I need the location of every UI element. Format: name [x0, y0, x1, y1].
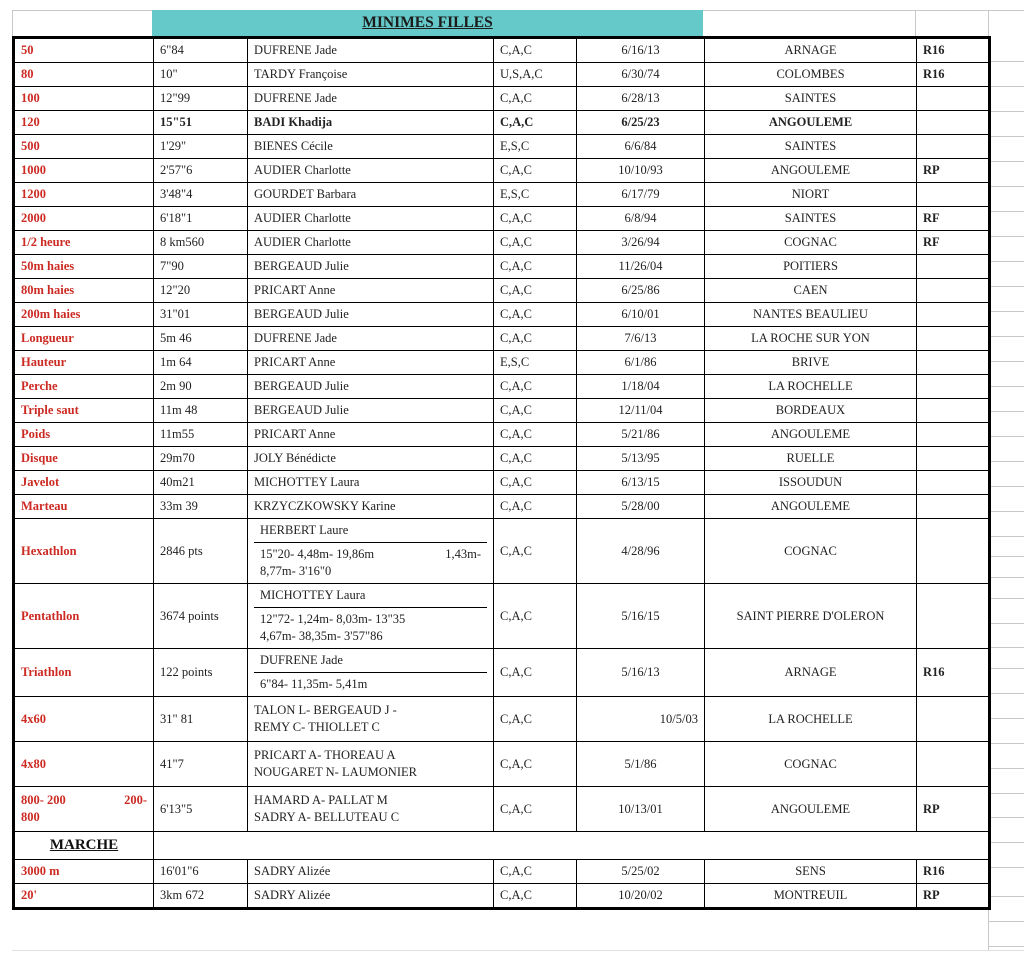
event-cell[interactable]: 20'	[14, 884, 154, 909]
grid-line	[988, 386, 1024, 387]
grid-line	[988, 896, 1024, 897]
grid-line	[988, 817, 1024, 818]
grid-line	[988, 668, 1024, 669]
event-label: 200-	[124, 793, 147, 807]
grid-line	[988, 86, 1024, 87]
event-details	[254, 543, 487, 583]
note-cell[interactable]	[917, 447, 990, 471]
empty-cell[interactable]	[154, 832, 990, 860]
athlete-cell[interactable]	[248, 584, 494, 649]
club-cell[interactable]: C,A,C	[494, 742, 577, 787]
note-cell[interactable]	[917, 742, 990, 787]
performance-cell[interactable]: 31" 81	[154, 697, 248, 742]
relay-row	[14, 742, 990, 787]
record-row	[14, 399, 990, 423]
team-cell[interactable]	[248, 697, 494, 742]
club-cell[interactable]: C,A,C	[494, 159, 577, 183]
athlete-cell[interactable]: BERGEAUD Julie	[248, 375, 494, 399]
place-cell[interactable]: NIORT	[705, 183, 917, 207]
record-row	[14, 63, 990, 87]
note-cell[interactable]	[917, 135, 990, 159]
club-cell[interactable]: E,S,C	[494, 135, 577, 159]
athlete-cell[interactable]: BADI Khadija	[248, 111, 494, 135]
grid-line	[988, 211, 1024, 212]
event-cell[interactable]: 500	[14, 135, 154, 159]
detail-text: 4,67m- 38,35m- 3'57"86	[260, 629, 383, 643]
performance-cell[interactable]: 12"99	[154, 87, 248, 111]
date-cell[interactable]: 3/26/94	[577, 231, 705, 255]
combined-event-row	[14, 519, 990, 584]
place-cell[interactable]: LA ROCHELLE	[705, 697, 917, 742]
club-cell[interactable]: C,A,C	[494, 787, 577, 832]
note-cell[interactable]	[917, 495, 990, 519]
performance-cell[interactable]: 2846 pts	[154, 519, 248, 584]
performance-cell[interactable]: 12"20	[154, 279, 248, 303]
note-cell[interactable]	[917, 519, 990, 584]
section-header	[152, 10, 703, 36]
place-cell[interactable]: COLOMBES	[705, 63, 917, 87]
record-row	[14, 231, 990, 255]
performance-cell[interactable]: 2'57"6	[154, 159, 248, 183]
event-cell[interactable]: 4x80	[14, 742, 154, 787]
marche-record-row	[14, 884, 990, 909]
marche-record-row	[14, 860, 990, 884]
place-cell[interactable]: ANGOULEME	[705, 111, 917, 135]
record-row	[14, 111, 990, 135]
marche-title: MARCHE	[14, 832, 154, 860]
place-cell[interactable]: SENS	[705, 860, 917, 884]
athlete-cell[interactable]: JOLY Bénédicte	[248, 447, 494, 471]
place-cell[interactable]: ANGOULEME	[705, 159, 917, 183]
place-cell[interactable]: ANGOULEME	[705, 423, 917, 447]
performance-cell[interactable]: 31"01	[154, 303, 248, 327]
record-row	[14, 135, 990, 159]
note-cell[interactable]: RP	[917, 884, 990, 909]
note-cell[interactable]	[917, 87, 990, 111]
grid-line	[988, 311, 1024, 312]
note-cell[interactable]	[917, 183, 990, 207]
place-cell[interactable]: RUELLE	[705, 447, 917, 471]
note-cell[interactable]	[917, 423, 990, 447]
date-cell[interactable]: 5/16/13	[577, 649, 705, 697]
athlete-cell[interactable]: SADRY Alizée	[248, 884, 494, 909]
date-cell[interactable]: 6/30/74	[577, 63, 705, 87]
note-cell[interactable]	[917, 399, 990, 423]
grid-line	[988, 186, 1024, 187]
event-cell[interactable]: 200m haies	[14, 303, 154, 327]
athlete-cell[interactable]: TARDY Françoise	[248, 63, 494, 87]
performance-cell[interactable]: 40m21	[154, 471, 248, 495]
grid-line	[988, 693, 1024, 694]
athlete-cell[interactable]: AUDIER Charlotte	[248, 159, 494, 183]
athlete-cell[interactable]	[248, 519, 494, 584]
detail-text: 8,77m- 3'16"0	[260, 564, 332, 578]
note-cell[interactable]: RP	[917, 787, 990, 832]
athlete-cell[interactable]: KRZYCZKOWSKY Karine	[248, 495, 494, 519]
club-cell[interactable]: E,S,C	[494, 351, 577, 375]
record-row	[14, 38, 990, 63]
record-row	[14, 207, 990, 231]
grid-line	[988, 261, 1024, 262]
athlete-cell[interactable]: BERGEAUD Julie	[248, 399, 494, 423]
note-cell[interactable]: R16	[917, 38, 990, 63]
grid-line	[988, 136, 1024, 137]
detail-text: 6"84- 11,35m- 5,41m	[260, 677, 368, 691]
grid-line	[988, 647, 1024, 648]
detail-text: 12"72- 1,24m- 8,03m- 13"35	[260, 612, 406, 626]
club-cell[interactable]: E,S,C	[494, 183, 577, 207]
section-title: MINIMES FILLES	[362, 14, 493, 31]
grid-line	[988, 718, 1024, 719]
grid-line	[915, 10, 916, 36]
date-cell[interactable]: 11/26/04	[577, 255, 705, 279]
performance-cell[interactable]: 3674 points	[154, 584, 248, 649]
record-row	[14, 183, 990, 207]
club-cell[interactable]: C,A,C	[494, 279, 577, 303]
athlete-cell[interactable]: BIENES Cécile	[248, 135, 494, 159]
team-members: SADRY A- BELLUTEAU C	[254, 810, 400, 824]
place-cell[interactable]: CAEN	[705, 279, 917, 303]
event-cell[interactable]: 2000	[14, 207, 154, 231]
club-cell[interactable]: C,A,C	[494, 649, 577, 697]
athlete-cell[interactable]: PRICART Anne	[248, 351, 494, 375]
team-members: NOUGARET N- LAUMONIER	[254, 765, 417, 779]
grid-line	[988, 577, 1024, 578]
date-cell[interactable]: 6/16/13	[577, 38, 705, 63]
performance-cell[interactable]: 16'01"6	[154, 860, 248, 884]
records-table	[12, 36, 991, 910]
place-cell[interactable]: ARNAGE	[705, 38, 917, 63]
event-label: 800	[21, 810, 40, 824]
date-cell[interactable]: 1/18/04	[577, 375, 705, 399]
event-cell[interactable]: 1/2 heure	[14, 231, 154, 255]
club-cell[interactable]: C,A,C	[494, 495, 577, 519]
performance-cell[interactable]: 1'29"	[154, 135, 248, 159]
note-cell[interactable]	[917, 471, 990, 495]
team-members: TALON L- BERGEAUD J -	[254, 703, 397, 717]
place-cell[interactable]: ISSOUDUN	[705, 471, 917, 495]
place-cell[interactable]: LA ROCHE SUR YON	[705, 327, 917, 351]
performance-cell[interactable]: 6'13"5	[154, 787, 248, 832]
grid-line	[988, 842, 1024, 843]
event-cell[interactable]: 3000 m	[14, 860, 154, 884]
club-cell[interactable]: C,A,C	[494, 375, 577, 399]
team-members: REMY C- THIOLLET C	[254, 720, 380, 734]
performance-cell[interactable]: 2m 90	[154, 375, 248, 399]
date-cell[interactable]: 10/5/03	[577, 697, 705, 742]
place-cell[interactable]: ANGOULEME	[705, 495, 917, 519]
date-cell[interactable]: 5/25/02	[577, 860, 705, 884]
athlete-name: MICHOTTEY Laura	[254, 584, 487, 608]
grid-line	[988, 921, 1024, 922]
event-cell[interactable]: 80m haies	[14, 279, 154, 303]
event-cell[interactable]: Disque	[14, 447, 154, 471]
grid-line	[988, 361, 1024, 362]
club-cell[interactable]: C,A,C	[494, 327, 577, 351]
date-cell[interactable]: 12/11/04	[577, 399, 705, 423]
club-cell[interactable]: U,S,A,C	[494, 63, 577, 87]
club-cell[interactable]: C,A,C	[494, 423, 577, 447]
athlete-name: DUFRENE Jade	[254, 649, 487, 673]
grid-line	[988, 946, 1024, 947]
place-cell[interactable]: SAINTES	[705, 87, 917, 111]
grid-line	[988, 793, 1024, 794]
note-cell[interactable]	[917, 697, 990, 742]
record-row	[14, 447, 990, 471]
date-cell[interactable]: 6/10/01	[577, 303, 705, 327]
performance-cell[interactable]: 6'18"1	[154, 207, 248, 231]
athlete-cell[interactable]: DUFRENE Jade	[248, 327, 494, 351]
event-cell[interactable]: 120	[14, 111, 154, 135]
event-cell[interactable]: Poids	[14, 423, 154, 447]
date-cell[interactable]: 6/25/86	[577, 279, 705, 303]
event-label: 800- 200	[21, 793, 66, 807]
note-cell[interactable]	[917, 327, 990, 351]
event-cell[interactable]: Javelot	[14, 471, 154, 495]
club-cell[interactable]: C,A,C	[494, 884, 577, 909]
performance-cell[interactable]: 41"7	[154, 742, 248, 787]
event-cell[interactable]: Pentathlon	[14, 584, 154, 649]
date-cell[interactable]: 10/13/01	[577, 787, 705, 832]
place-cell[interactable]: COGNAC	[705, 519, 917, 584]
date-cell[interactable]: 6/1/86	[577, 351, 705, 375]
date-cell[interactable]: 7/6/13	[577, 327, 705, 351]
note-cell[interactable]	[917, 111, 990, 135]
event-cell[interactable]: Marteau	[14, 495, 154, 519]
note-cell[interactable]: R16	[917, 649, 990, 697]
event-cell[interactable]: 50m haies	[14, 255, 154, 279]
place-cell[interactable]: BORDEAUX	[705, 399, 917, 423]
record-row	[14, 87, 990, 111]
place-cell[interactable]: MONTREUIL	[705, 884, 917, 909]
grid-line	[988, 768, 1024, 769]
record-row	[14, 351, 990, 375]
place-cell[interactable]: NANTES BEAULIEU	[705, 303, 917, 327]
combined-event-row	[14, 584, 990, 649]
performance-cell[interactable]: 15"51	[154, 111, 248, 135]
event-details	[254, 608, 487, 648]
date-cell[interactable]: 5/13/95	[577, 447, 705, 471]
club-cell[interactable]: C,A,C	[494, 399, 577, 423]
event-cell[interactable]: 80	[14, 63, 154, 87]
place-cell[interactable]: ANGOULEME	[705, 787, 917, 832]
club-cell[interactable]: C,A,C	[494, 255, 577, 279]
performance-cell[interactable]: 10"	[154, 63, 248, 87]
grid-line	[988, 536, 1024, 537]
grid-line	[988, 556, 1024, 557]
club-cell[interactable]: C,A,C	[494, 519, 577, 584]
date-cell[interactable]: 6/28/13	[577, 87, 705, 111]
record-row	[14, 423, 990, 447]
performance-cell[interactable]: 1m 64	[154, 351, 248, 375]
note-cell[interactable]	[917, 375, 990, 399]
athlete-cell[interactable]: AUDIER Charlotte	[248, 207, 494, 231]
performance-cell[interactable]: 3km 672	[154, 884, 248, 909]
place-cell[interactable]: BRIVE	[705, 351, 917, 375]
club-cell[interactable]: C,A,C	[494, 697, 577, 742]
note-cell[interactable]: RF	[917, 231, 990, 255]
team-cell[interactable]	[248, 787, 494, 832]
date-cell[interactable]: 10/10/93	[577, 159, 705, 183]
record-row	[14, 471, 990, 495]
performance-cell[interactable]: 11m55	[154, 423, 248, 447]
note-cell[interactable]: RP	[917, 159, 990, 183]
note-cell[interactable]: R16	[917, 860, 990, 884]
place-cell[interactable]: LA ROCHELLE	[705, 375, 917, 399]
record-row	[14, 495, 990, 519]
event-cell[interactable]: Perche	[14, 375, 154, 399]
club-cell[interactable]: C,A,C	[494, 87, 577, 111]
note-cell[interactable]: RF	[917, 207, 990, 231]
grid-line	[988, 161, 1024, 162]
record-row	[14, 327, 990, 351]
performance-cell[interactable]: 5m 46	[154, 327, 248, 351]
performance-cell[interactable]: 8 km560	[154, 231, 248, 255]
date-cell[interactable]: 6/25/23	[577, 111, 705, 135]
grid-line	[988, 511, 1024, 512]
event-cell[interactable]: Triple saut	[14, 399, 154, 423]
event-cell[interactable]: Hexathlon	[14, 519, 154, 584]
club-cell[interactable]: C,A,C	[494, 231, 577, 255]
grid-line	[988, 598, 1024, 599]
place-cell[interactable]: COGNAC	[705, 742, 917, 787]
record-row	[14, 303, 990, 327]
club-cell[interactable]: C,A,C	[494, 111, 577, 135]
grid-line	[12, 10, 13, 36]
performance-cell[interactable]: 122 points	[154, 649, 248, 697]
event-cell[interactable]: 1000	[14, 159, 154, 183]
grid-line	[988, 236, 1024, 237]
date-cell[interactable]: 10/20/02	[577, 884, 705, 909]
performance-cell[interactable]: 7"90	[154, 255, 248, 279]
athlete-cell[interactable]: DUFRENE Jade	[248, 87, 494, 111]
grid-line	[988, 111, 1024, 112]
date-cell[interactable]: 5/28/00	[577, 495, 705, 519]
place-cell[interactable]: SAINTES	[705, 207, 917, 231]
grid-line	[988, 743, 1024, 744]
date-cell[interactable]: 6/8/94	[577, 207, 705, 231]
place-cell[interactable]: ARNAGE	[705, 649, 917, 697]
relay-row	[14, 697, 990, 742]
club-cell[interactable]: C,A,C	[494, 303, 577, 327]
event-cell[interactable]: 4x60	[14, 697, 154, 742]
club-cell[interactable]: C,A,C	[494, 38, 577, 63]
detail-text: 15"20- 4,48m- 19,86m	[260, 547, 375, 561]
date-cell[interactable]: 5/16/15	[577, 584, 705, 649]
grid-line	[988, 411, 1024, 412]
detail-text: 1,43m-	[445, 547, 481, 561]
event-details	[254, 673, 487, 696]
note-cell[interactable]: R16	[917, 63, 990, 87]
athlete-cell[interactable]: PRICART Anne	[248, 279, 494, 303]
athlete-cell[interactable]: BERGEAUD Julie	[248, 255, 494, 279]
athlete-name: HERBERT Laure	[254, 519, 487, 543]
record-row	[14, 375, 990, 399]
grid-line	[988, 436, 1024, 437]
note-cell[interactable]	[917, 303, 990, 327]
marche-header-row	[14, 832, 990, 860]
place-cell[interactable]: POITIERS	[705, 255, 917, 279]
athlete-cell[interactable]: SADRY Alizée	[248, 860, 494, 884]
record-row	[14, 255, 990, 279]
athlete-cell[interactable]: DUFRENE Jade	[248, 38, 494, 63]
athlete-cell[interactable]: AUDIER Charlotte	[248, 231, 494, 255]
relay-row	[14, 787, 990, 832]
performance-cell[interactable]: 29m70	[154, 447, 248, 471]
event-cell[interactable]: Longueur	[14, 327, 154, 351]
grid-line	[12, 950, 1024, 951]
place-cell[interactable]: SAINT PIERRE D'OLERON	[705, 584, 917, 649]
date-cell[interactable]: 6/6/84	[577, 135, 705, 159]
event-cell[interactable]: Triathlon	[14, 649, 154, 697]
date-cell[interactable]: 4/28/96	[577, 519, 705, 584]
athlete-cell[interactable]: PRICART Anne	[248, 423, 494, 447]
club-cell[interactable]: C,A,C	[494, 584, 577, 649]
athlete-cell[interactable]: BERGEAUD Julie	[248, 303, 494, 327]
team-cell[interactable]	[248, 742, 494, 787]
event-cell[interactable]	[14, 787, 154, 832]
performance-cell[interactable]: 11m 48	[154, 399, 248, 423]
event-cell[interactable]: Hauteur	[14, 351, 154, 375]
team-members: HAMARD A- PALLAT M	[254, 793, 388, 807]
grid-line	[988, 486, 1024, 487]
club-cell[interactable]: C,A,C	[494, 447, 577, 471]
club-cell[interactable]: C,A,C	[494, 860, 577, 884]
record-row	[14, 159, 990, 183]
club-cell[interactable]: C,A,C	[494, 207, 577, 231]
performance-cell[interactable]: 6"84	[154, 38, 248, 63]
team-members: PRICART A- THOREAU A	[254, 748, 396, 762]
club-cell[interactable]: C,A,C	[494, 471, 577, 495]
event-cell[interactable]: 50	[14, 38, 154, 63]
date-cell[interactable]: 5/1/86	[577, 742, 705, 787]
note-cell[interactable]	[917, 351, 990, 375]
athlete-cell[interactable]	[248, 649, 494, 697]
place-cell[interactable]: COGNAC	[705, 231, 917, 255]
grid-line	[988, 623, 1024, 624]
grid-line	[988, 461, 1024, 462]
athlete-cell[interactable]: GOURDET Barbara	[248, 183, 494, 207]
grid-line	[988, 336, 1024, 337]
date-cell[interactable]: 6/13/15	[577, 471, 705, 495]
grid-line	[988, 61, 1024, 62]
note-cell[interactable]	[917, 255, 990, 279]
date-cell[interactable]: 5/21/86	[577, 423, 705, 447]
note-cell[interactable]	[917, 584, 990, 649]
grid-line	[988, 867, 1024, 868]
record-row	[14, 279, 990, 303]
grid-line	[988, 286, 1024, 287]
performance-cell[interactable]: 3'48"4	[154, 183, 248, 207]
event-cell[interactable]: 1200	[14, 183, 154, 207]
note-cell[interactable]	[917, 279, 990, 303]
place-cell[interactable]: SAINTES	[705, 135, 917, 159]
performance-cell[interactable]: 33m 39	[154, 495, 248, 519]
date-cell[interactable]: 6/17/79	[577, 183, 705, 207]
combined-event-row	[14, 649, 990, 697]
athlete-cell[interactable]: MICHOTTEY Laura	[248, 471, 494, 495]
event-cell[interactable]: 100	[14, 87, 154, 111]
